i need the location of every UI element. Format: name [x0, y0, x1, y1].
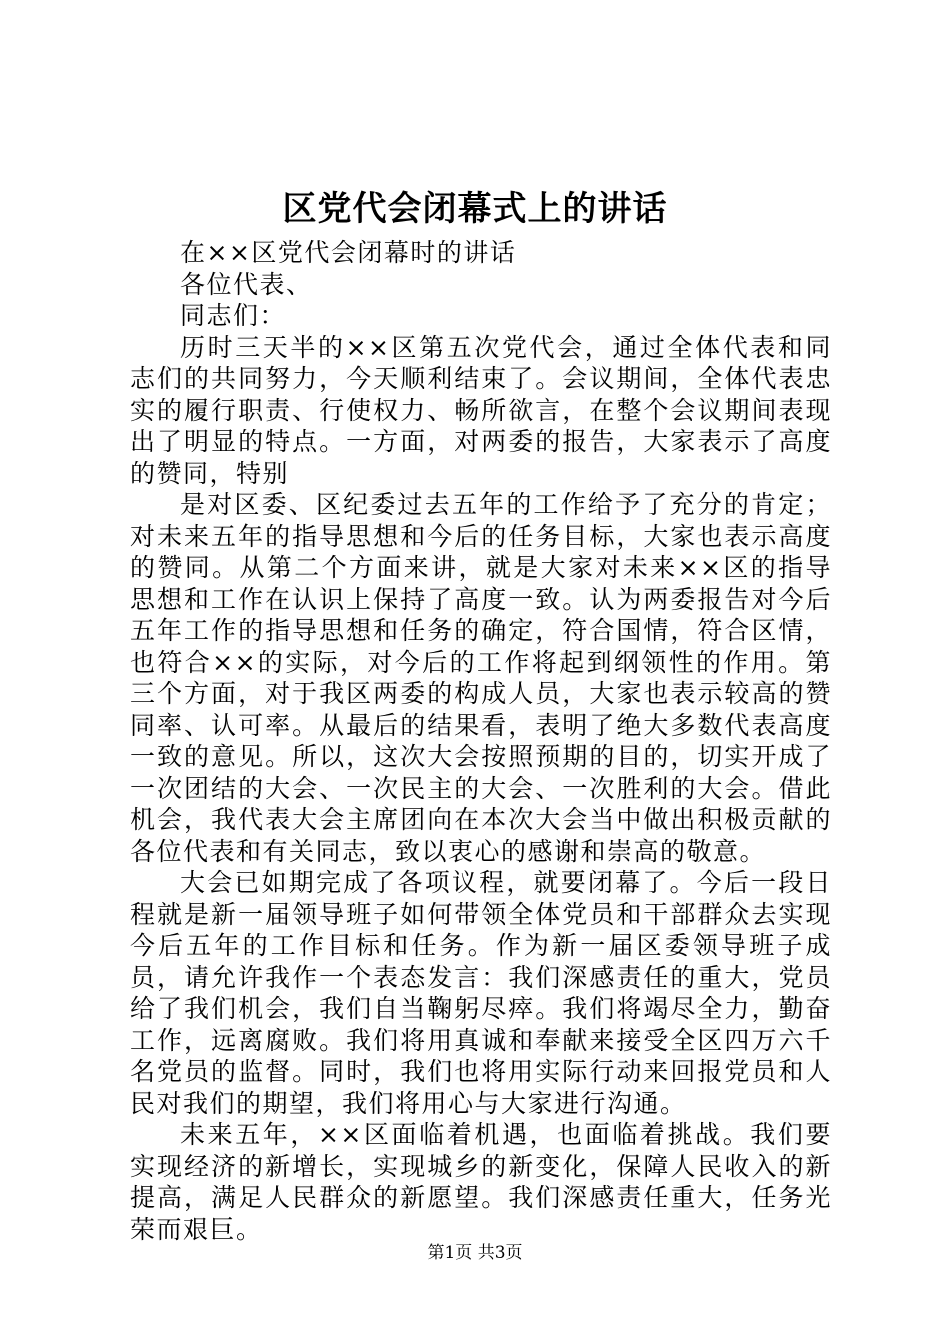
paragraph-heading-line: 在××区党代会闭幕时的讲话	[180, 238, 517, 267]
paragraph-salutation-comrades: 同志们：	[180, 301, 287, 330]
paragraph-salutation-delegates: 各位代表、	[180, 269, 313, 299]
page-number-footer: 第1页 共3页	[427, 1243, 523, 1263]
paragraph-4: 未来五年，××区面临着机遇，也面临着挑战。我们要实现经济的新增长，实现城乡的新变化，保障人民收入的新提高，满足人民群众的新愿望。我们深感责任重大，任务光荣而艰巨。	[130, 1120, 832, 1244]
paragraph-3: 大会已如期完成了各项议程，就要闭幕了。今后一段日程就是新一届领导班子如何带领全体党员和干部群众去实现今后五年的工作目标和任务。作为新一届区委领导班子成员，请允许我作一个表态发言：我们深感责任的重大，党员给了我们机会，我们自当鞠躬尽瘁。我们将竭尽全力，勤奋工作，远离腐败。我们将用真诚和奉献来接受全区四万六千名党员的监督。同时，我们也将用实际行动来回报党员和人民对我们的期望，我们将用心与大家进行沟通。	[130, 868, 832, 1118]
document-title: 区党代会闭幕式上的讲话	[282, 189, 668, 229]
paragraph-1: 历时三天半的××区第五次党代会，通过全体代表和同志们的共同努力，今天顺利结束了。会议期间，全体代表忠实的履行职责、行使权力、畅所欲言，在整个会议期间表现出了明显的特点。一方面，对两委的报告，大家表示了高度的赞同，特别	[130, 332, 832, 488]
paragraph-2: 是对区委、区纪委过去五年的工作给予了充分的肯定；对未来五年的指导思想和今后的任务目标，大家也表示高度的赞同。从第二个方面来讲，就是大家对未来××区的指导思想和工作在认识上保持了高度一致。认为两委报告对今后五年工作的指导思想和任务的确定，符合国情，符合区情，也符合××的实际，对今后的工作将起到纲领性的作用。第三个方面，对于我区两委的构成人员，大家也表示较高的赞同率、认可率。从最后的结果看，表明了绝大多数代表高度一致的意见。所以，这次大会按照预期的目的，切实开成了一次团结的大会、一次民主的大会、一次胜利的大会。借此机会，我代表大会主席团向在本次大会当中做出积极贡献的各位代表和有关同志，致以衷心的感谢和崇高的敬意。	[130, 490, 832, 866]
document-body	[130, 237, 832, 1245]
